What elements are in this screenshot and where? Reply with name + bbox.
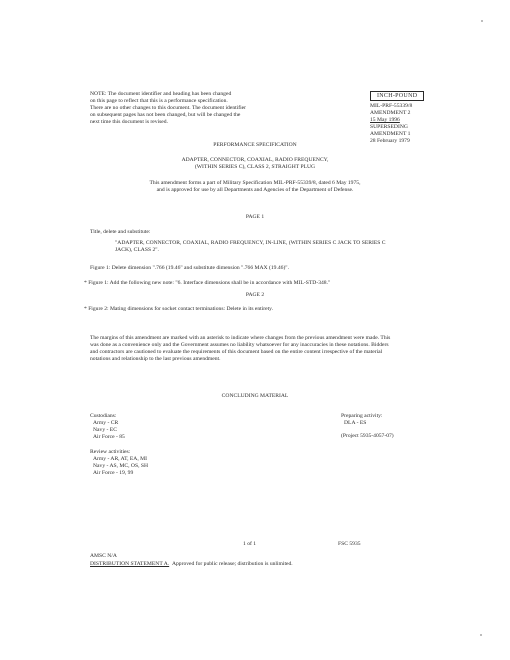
custodians-block <box>90 413 125 441</box>
title-line: ADAPTER, CONNECTOR, COAXIAL, RADIO FREQUENCY, <box>181 157 329 163</box>
page-2-heading: PAGE 2 <box>245 292 265 298</box>
figure-1-change-b: * Figure 1: Add the following new note: "6. Interface dimensions shall be in accordance with MIL-STD-348." <box>84 280 331 286</box>
fsc-code: FSC 5935 <box>338 541 361 547</box>
intro-line: This amendment forms a part of Military Specification MIL-PRF-55339/8, dated 6 May 1975, <box>149 180 361 186</box>
preparing-activity: DLA - ES <box>344 420 367 426</box>
distribution-statement <box>90 561 293 568</box>
title-line: (WITHIN SERIES C), CLASS 2, STRAIGHT PLUG <box>194 164 316 170</box>
new-title-line: JACK), CLASS 2". <box>115 247 159 253</box>
custodians-label: Custodians: <box>90 413 117 419</box>
spec-type-heading: PERFORMANCE SPECIFICATION <box>213 142 297 148</box>
note-line: NOTE: The document identifier and heading has been changed <box>90 91 232 97</box>
title-change-label: Title, delete and substitute: <box>90 229 151 235</box>
review-activities-block <box>90 449 148 477</box>
previous-amendment: AMENDMENT 1 <box>370 131 411 137</box>
preparing-label: Preparing activity: <box>341 413 383 419</box>
document-id: MIL-PRF-55339/8 <box>370 103 413 109</box>
custodian-army: Army - CR <box>93 420 119 426</box>
previous-amendment-date: 28 February 1979 <box>370 138 410 144</box>
review-label: Review activities: <box>90 449 131 455</box>
custodian-air-force: Air Force - 85 <box>93 434 125 440</box>
asterisk-notice <box>90 335 390 363</box>
custodian-navy: Navy - EC <box>93 427 117 433</box>
new-title <box>115 240 386 254</box>
review-army: Army - AR, AT, EA, MI <box>93 456 147 462</box>
page-number: 1 of 1 <box>243 541 257 547</box>
concluding-material-heading: CONCLUDING MATERIAL <box>221 393 289 399</box>
review-navy: Navy - AS, MC, OS, SH <box>93 463 149 469</box>
page-1-heading: PAGE 1 <box>245 214 265 220</box>
figure-2-change: * Figure 2: Mating dimensions for socket contact terminations: Delete in its entirety. <box>84 306 274 312</box>
note-line: There are no other changes to this document. The document identifier <box>90 105 247 111</box>
distribution-text: Approved for public release; distribution is unlimited. <box>171 561 293 567</box>
document-title <box>0 157 510 171</box>
superseding-label: SUPERSEDING <box>370 124 408 130</box>
inch-pound-box: INCH-POUND <box>370 91 424 101</box>
notice-line: The margins of this amendment are marked with an asterisk to indicate where changes from the previous amendment were made. This <box>90 335 391 341</box>
scan-speck <box>481 20 483 22</box>
new-title-line: "ADAPTER, CONNECTOR, COAXIAL, RADIO FREQUENCY, IN-LINE, (WITHIN SERIES C JACK TO SERIES C <box>115 240 386 246</box>
preparing-activity-block <box>341 413 394 440</box>
project-number: (Project 5935-4057-07) <box>341 433 394 439</box>
distribution-label: DISTRIBUTION STATEMENT A. <box>90 561 170 567</box>
amendment-date: 15 May 1996 <box>370 117 400 123</box>
note-line: next time this document is revised. <box>90 119 168 125</box>
review-air-force: Air Force - 19, 99 <box>93 470 134 476</box>
note-line: on subsequent pages has not been changed, but will be changed the <box>90 112 241 118</box>
intro-paragraph <box>0 180 510 194</box>
amendment-number: AMENDMENT 2 <box>370 110 411 116</box>
note-line: on this page to reflect that this is a performance specification. <box>90 98 228 104</box>
notice-line: was done as a convenience only and the Government assumes no liability whatsoever for any inaccuracies in these notations. Bidders <box>90 342 389 348</box>
scan-speck <box>480 634 482 636</box>
notice-line: notations and relationship to the last previous amendment. <box>90 356 221 362</box>
document-identifier-block <box>370 84 424 145</box>
intro-line: and is approved for use by all Departments and Agencies of the Department of Defense. <box>156 187 354 193</box>
notice-line: and contractors are cautioned to evaluate the requirements of this document based on the entire content irrespective of the material <box>90 349 383 355</box>
amsc-code: AMSC N/A <box>90 553 117 559</box>
change-note <box>90 91 246 126</box>
figure-1-change-a: Figure 1: Delete dimension ".766 (19.46" and substitute dimension ".766 MAX (19.46)". <box>90 265 289 271</box>
